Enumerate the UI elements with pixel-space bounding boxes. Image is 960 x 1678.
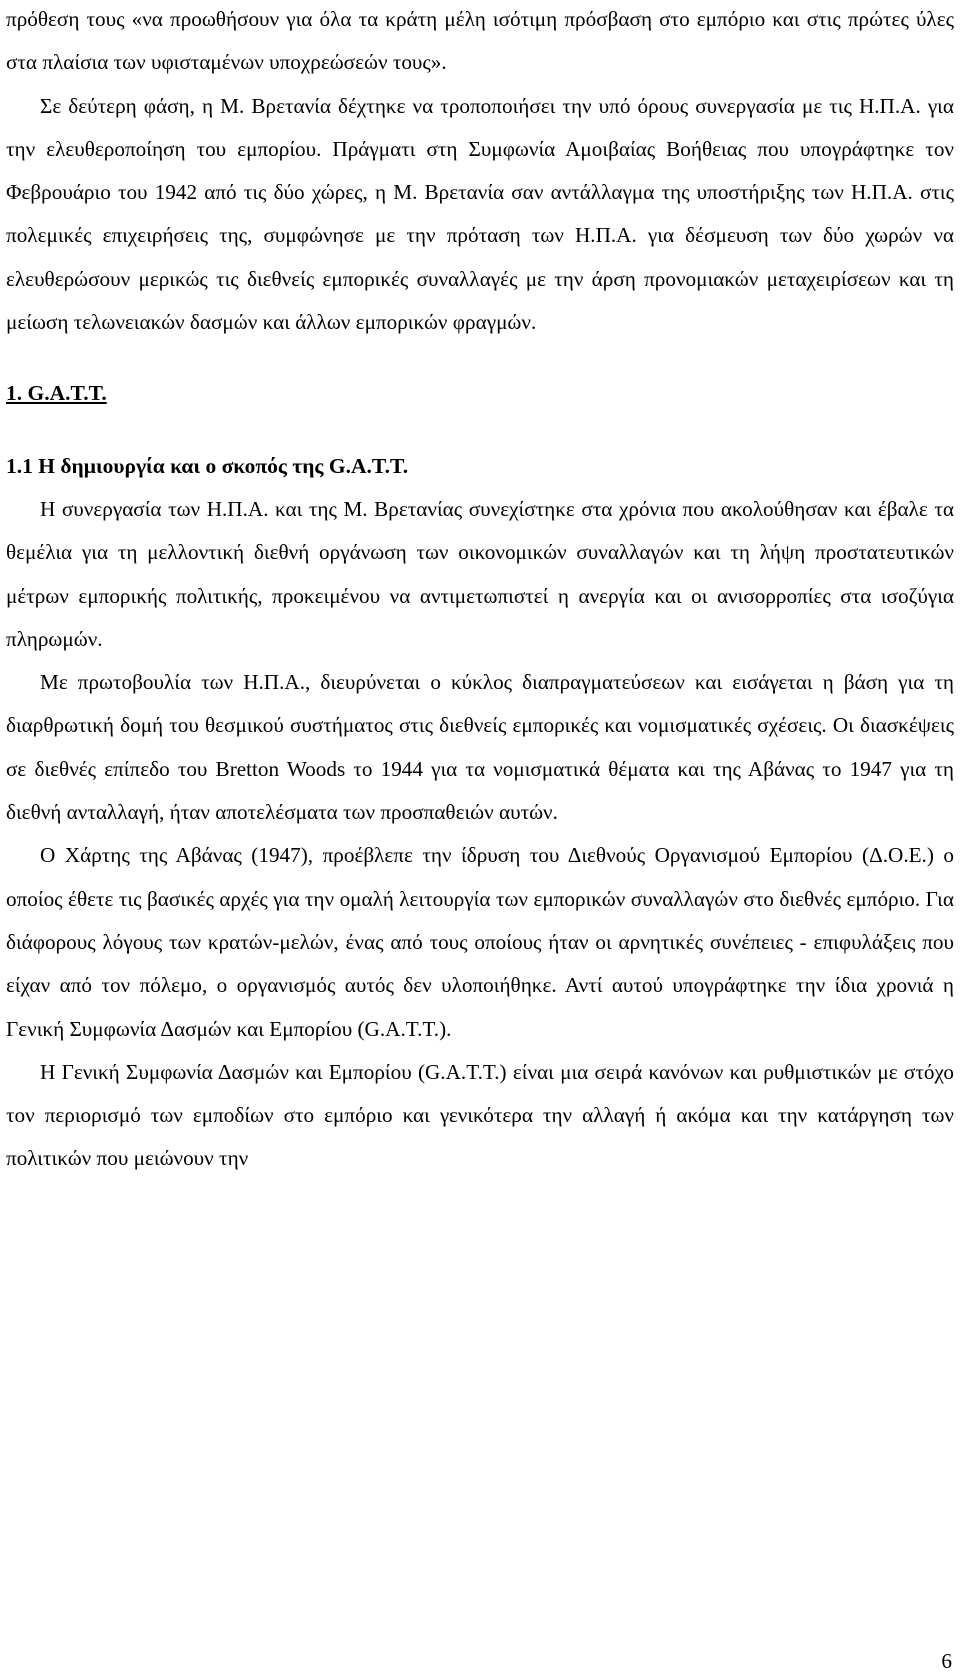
paragraph: Η Γενική Συμφωνία Δασμών και Εμπορίου (G.A.T.T.) είναι μια σειρά κανόνων και ρυθμιστικών με στόχο τον περιορισμό των εμποδίων στο εμπόριο και γενικότερα την αλλαγή ή ακόμα και την κατάργηση των πολιτικών που μειώνουν την [6, 1059, 954, 1171]
page-number: 6 [941, 1649, 952, 1673]
paragraph: Ο Χάρτης της Αβάνας (1947), προέβλεπε την ίδρυση του Διεθνούς Οργανισμού Εμπορίου (Δ.Ο.Ε.) ο οποίος έθετε τις βασικές αρχές για την ομαλή λειτουργία των εμπορικών συναλλαγών στο διεθνές εμπόριο. Για διάφορους λόγους των κρατών-μελών, ένας από τους οποίους ήταν οι αρνητικές συνέπειες - επιφυλάξεις που είχαν από τον πόλεμο, ο οργανισμός αυτός δεν υλοποιήθηκε. Αντί αυτού υπογράφτηκε την ίδια χρονιά η Γενική Συμφωνία Δασμών και Εμπορίου (G.A.T.T.). [6, 843, 954, 1041]
paragraph: Σε δεύτερη φάση, η Μ. Βρετανία δέχτηκε να τροποποιήσει την υπό όρους συνεργασία με τις Η.Π.Α. για την ελευθεροποίηση του εμπορίου. Πράγματι στη Συμφωνία Αμοιβαίας Βοήθειας που υπογράφτηκε τον Φεβρουάριο του 1942 από τις δύο χώρες, η Μ. Βρετανία σαν αντάλλαγμα της υποστήριξης των Η.Π.Α. στις πολεμικές επιχειρήσεις της, συμφώνησε με την πρόταση των Η.Π.Α. για δέσμευση των δύο χωρών να ελευθερώσουν μερικώς τις διεθνείς εμπορικές συναλλαγές με την άρση προνομιακών μεταχειρίσεων και τη μείωση τελωνειακών δασμών και άλλων εμπορικών φραγμών. [6, 93, 954, 335]
paragraph: Με πρωτοβουλία των Η.Π.Α., διευρύνεται ο κύκλος διαπραγματεύσεων και εισάγεται η βάση για τη διαρθρωτική δομή του θεσμικού συστήματος στις διεθνείς εμπορικές και νομισματικές σχέσεις. Οι διασκέψεις σε διεθνές επίπεδο του Bretton Woods το 1944 για τα νομισματικά θέματα και της Αβάνας το 1947 για τη διεθνή ανταλλαγή, ήταν αποτελέσματα των προσπαθειών αυτών. [6, 670, 954, 825]
section-heading: 1. G.A.T.T. [6, 381, 107, 406]
paragraph: Η συνεργασία των Η.Π.Α. και της Μ. Βρετανίας συνεχίστηκε στα χρόνια που ακολούθησαν και έβαλε τα θεμέλια για τη μελλοντική διεθνή οργάνωση των οικονομικών συναλλαγών και τη λήψη προστατευτικών μέτρων εμπορικής πολιτικής, προκειμένου να αντιμετωπιστεί η ανεργία και οι ανισορροπίες στα ισοζύγια πληρωμών. [6, 496, 954, 651]
subsection-heading: 1.1 Η δημιουργία και ο σκοπός της G.A.T.T. [6, 453, 409, 478]
paragraph: πρόθεση τους «να προωθήσουν για όλα τα κράτη μέλη ισότιμη πρόσβαση στο εμπόριο και στις πρώτες ύλες στα πλαίσια των υφισταμένων υποχρεώσεών τους». [6, 7, 954, 75]
